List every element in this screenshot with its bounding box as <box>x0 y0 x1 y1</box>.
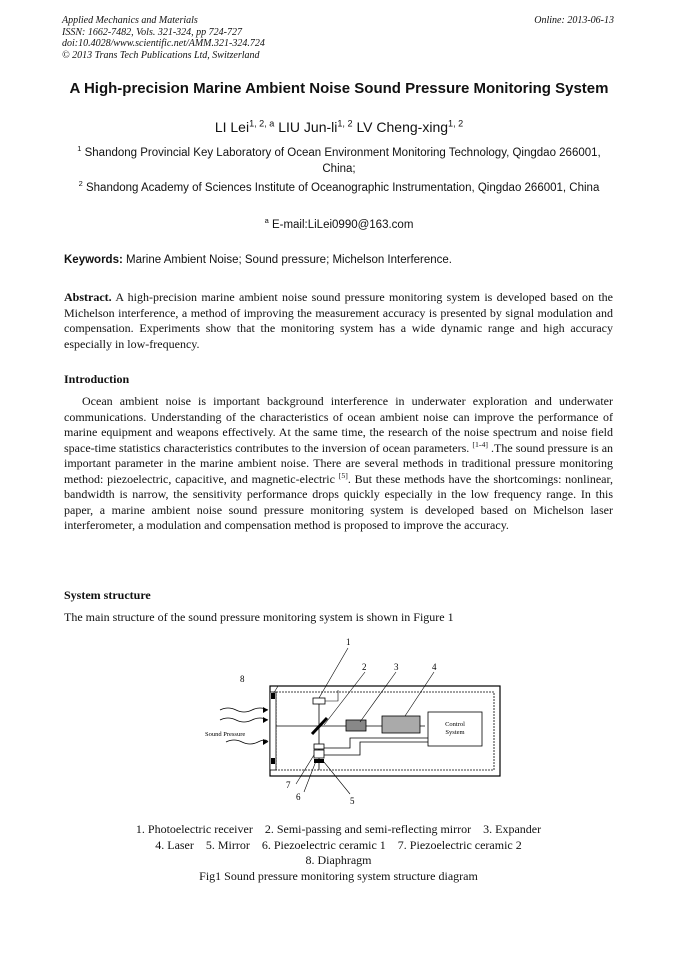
caption-legend-line: 8. Diaphragm <box>305 853 372 867</box>
expander <box>346 720 366 731</box>
affiliation-2 <box>62 180 616 196</box>
callout-number: 2 <box>362 662 367 672</box>
running-header <box>62 15 265 61</box>
control-wire <box>324 742 428 755</box>
callout-number: 1 <box>346 637 351 647</box>
author-list <box>62 119 616 135</box>
section-heading-introduction: Introduction <box>64 372 130 386</box>
email-line <box>62 217 616 233</box>
copyright-line: © 2013 Trans Tech Publications Ltd, Switzerland <box>62 49 260 61</box>
introduction-paragraph <box>64 394 613 534</box>
intro-text-3: . But these methods have the shortcomings: nonlinear, bandwidth is narrow, the sensitivity performance drops quickly especially in the low frequency range. In this paper, a marine ambient noise sound pressure monitoring system is developed based on Michelson laser interferometer, a modulation and compensation method is proposed to improve the accuracy. <box>64 471 614 532</box>
caption-title: Fig1 Sound pressure monitoring system structure diagram <box>199 868 478 883</box>
callout-number: 3 <box>394 662 399 672</box>
author-affiliation-mark: 1, 2 <box>448 118 464 129</box>
callout-number: 4 <box>432 662 437 672</box>
piezoelectric-ceramic-1 <box>314 744 324 749</box>
sound-wave-line <box>220 708 268 712</box>
affiliation-1 <box>62 145 616 177</box>
sound-pressure-label: Sound Pressure <box>205 731 246 738</box>
sound-wave-line <box>220 718 268 722</box>
affiliation-mark: a <box>264 216 269 226</box>
arrowhead <box>263 717 268 723</box>
online-date: Online: 2013-06-13 <box>534 15 614 26</box>
keywords-text: Marine Ambient Noise; Sound pressure; Michelson Interference. <box>126 254 452 266</box>
piezoelectric-ceramic-2 <box>314 750 324 758</box>
affiliation-text: Shandong Provincial Key Laboratory of Ocean Environment Monitoring Technology, Qingdao 266001, China; <box>84 147 601 175</box>
callout-leader <box>405 672 434 716</box>
callout-number: 6 <box>296 792 301 802</box>
abstract-text: A high-precision marine ambient noise sound pressure monitoring system is developed based on the Michelson interference, a method of improving the measurement accuracy is presented by signal modulation and compensation. Experiments show that the monitoring system has a wide dynamic range and high accuracy especially in low-frequency. <box>64 290 613 351</box>
callout-leader <box>324 762 350 794</box>
email-text: E-mail:LiLei0990@163.com <box>271 219 414 231</box>
author-name: LV Cheng-xing <box>356 119 449 135</box>
citation-ref: [1-4] <box>472 439 488 449</box>
structure-diagram <box>200 630 520 810</box>
caption-legend-line: 4. Laser 5. Mirror 6. Piezoelectric ceramic 1 7. Piezoelectric ceramic 2 <box>155 837 522 852</box>
callout-number: 5 <box>350 796 355 806</box>
control-system-label: Control <box>445 721 465 728</box>
issn-line: ISSN: 1662-7482, Vols. 321-324, pp 724-727 <box>62 26 242 38</box>
intro-text-1: Ocean ambient noise is important background interference in underwater exploration and underwater communications. Understanding of the characteristics of ocean ambient noise can improve the performance of marine equipment and weapons effectively. At the same time, the research of the noise spectrum and noise field space-time statistics characteristics contributes to the inversion of ocean parameters. <box>64 394 613 455</box>
journal-name: Applied Mechanics and Materials <box>62 15 198 26</box>
callout-leader <box>296 755 314 784</box>
citation-ref: [5] <box>338 470 348 480</box>
laser <box>382 716 420 733</box>
caption-legend-line: 1. Photoelectric receiver 2. Semi-passing and semi-reflecting mirror 3. Expander <box>135 822 542 836</box>
callout-number: 8 <box>240 674 245 684</box>
callout-leader <box>319 648 348 698</box>
control-system-label: System <box>445 729 465 736</box>
affiliation-text: Shandong Academy of Sciences Institute of Oceanographic Instrumentation, Qingdao 266001, China <box>85 182 600 194</box>
diaphragm-bottom-mount <box>271 758 275 764</box>
callout-leader <box>360 672 396 722</box>
callout-number: 7 <box>286 780 291 790</box>
sound-wave-line <box>226 740 268 744</box>
control-wire <box>324 738 428 748</box>
figure-caption <box>64 822 613 884</box>
keywords-label: Keywords: <box>64 254 123 266</box>
affiliation-mark: 1 <box>77 144 82 154</box>
callout-leader <box>324 672 365 725</box>
author-affiliation-mark: 1, 2, a <box>249 118 275 129</box>
author-name: LIU Jun-li <box>278 119 338 135</box>
section-heading-system-structure: System structure <box>64 588 151 602</box>
author-affiliation-mark: 1, 2 <box>337 118 353 129</box>
paper-title: A High-precision Marine Ambient Noise Sound Pressure Monitoring System <box>69 80 609 97</box>
abstract <box>64 290 613 352</box>
system-structure-text: The main structure of the sound pressure monitoring system is shown in Figure 1 <box>64 610 454 624</box>
arrowhead <box>263 707 268 713</box>
abstract-label: Abstract. <box>64 290 112 304</box>
intro-text-2: .The sound pressure is an important parameter in the marine ambient noise. There are several methods in traditional pressure monitoring method: piezoelectric, capacitive, and magnetic-electric <box>64 440 614 486</box>
affiliation-mark: 2 <box>78 179 83 189</box>
photoelectric-receiver <box>313 698 325 704</box>
keywords <box>64 254 452 266</box>
doi-line: doi:10.4028/www.scientific.net/AMM.321-324.724 <box>62 38 265 49</box>
author-name: LI Lei <box>214 119 250 135</box>
